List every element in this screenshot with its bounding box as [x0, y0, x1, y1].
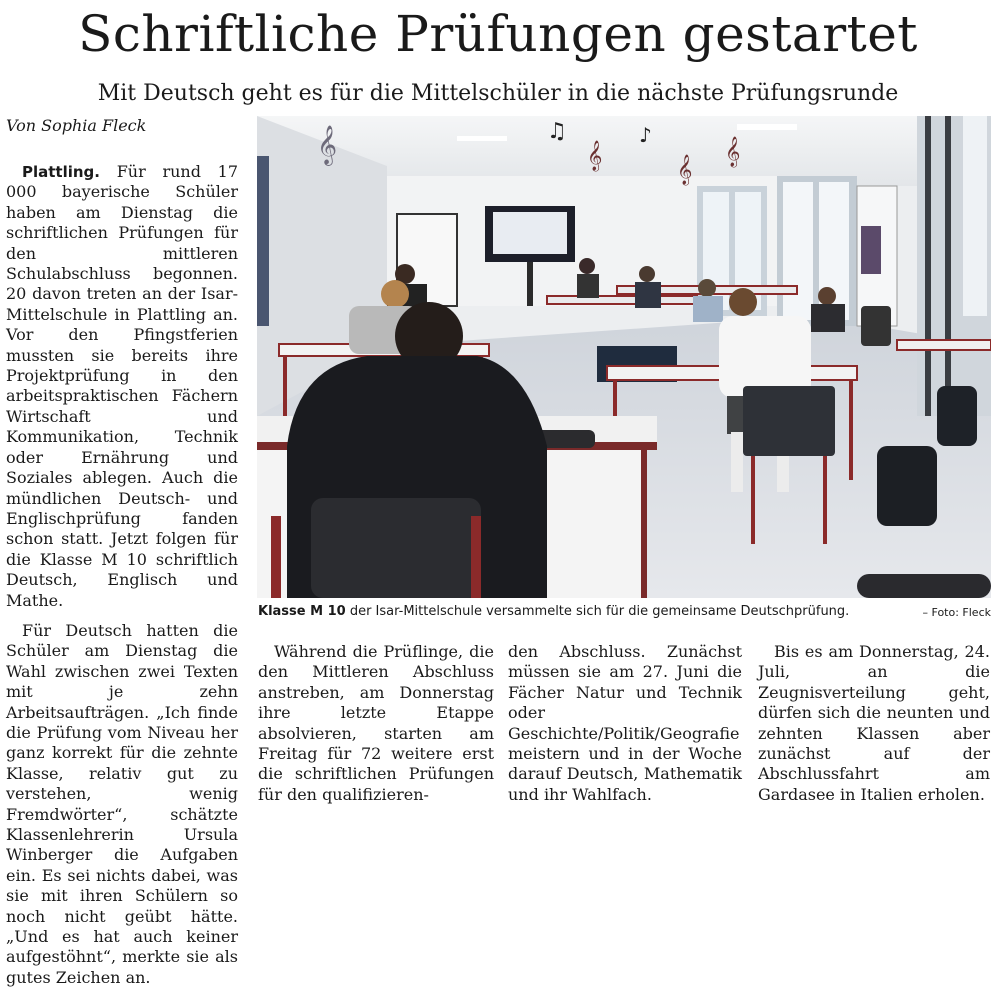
- paragraph-3: Während die Prüflinge, die den Mittleren Abschluss anstreben, am Donnerstag ihre letzte Etappe absolvieren, starten am Freitag für 72 weitere erst die schriftlichen Prüfungen für den qualifizieren-: [258, 642, 494, 804]
- article-column-3: [508, 642, 742, 805]
- svg-text:𝄞: 𝄞: [587, 141, 603, 171]
- byline: Von Sophia Fleck: [6, 116, 147, 135]
- dateline: Plattling.: [22, 163, 100, 181]
- paragraph-4: den Abschluss. Zunächst müssen sie am 27. Juni die Fächer Natur und Technik oder Geschichte/Politik/Geografie meistern und in der Woche darauf Deutsch, Mathematik und ihr Wahlfach.: [508, 642, 742, 804]
- article-column-4: [758, 642, 990, 805]
- svg-text:♫: ♫: [547, 119, 567, 144]
- subheadline: Mit Deutsch geht es für die Mittelschüler in die nächste Prüfungsrunde: [97, 81, 899, 106]
- caption-bold: Klasse M 10: [258, 604, 346, 619]
- paragraph-2: Für Deutsch hatten die Schüler am Dienstag die Wahl zwischen zwei Texten mit je zehn Arbeitsaufträgen. „Ich finde die Prüfung vom Niveau her ganz korrekt für die zehnte Klasse, relativ gut zu verstehen, wenig Fremdwörter“, schätzte Klassenlehrerin Ursula Winberger die Aufgaben ein. Es sei nichts dabei, was sie mit ihren Schülern so noch nicht geübt hätte. „Und es hat auch keiner aufgestöhnt“, merkte sie als gutes Zeichen an.: [6, 620, 238, 987]
- paragraph-1-text: Für rund 17 000 bayerische Schüler haben am Dienstag die schriftlichen Prüfungen für den mittleren Schulabschluss begonnen. 20 davon treten an der Isar-Mittelschule in Plattling an. Vor den Pfingstferien mussten sie bereits ihre Projektprüfung in den arbeitspraktischen Fächern Wirtschaft und Kommunikation, Technik oder Ernährung und Soziales ablegen. Auch die mündlichen Deutsch- und Englischprüfung fanden schon statt. Jetzt folgen für die Klasse M 10 schriftlich Deutsch, Englisch und Mathe.: [6, 162, 238, 610]
- svg-text:𝄞: 𝄞: [677, 155, 693, 185]
- article-column-1: [6, 162, 238, 988]
- paragraph-1: [6, 162, 238, 611]
- paragraph-5: Bis es am Donnerstag, 24. Juli, an die Zeugnisverteilung geht, dürfen sich die neunten und zehnten Klassen aber zunächst auf der Abschlussfahrt am Gardasee in Italien erholen.: [758, 642, 990, 804]
- svg-text:𝄞: 𝄞: [725, 137, 741, 167]
- headline: Schriftliche Prüfungen gestartet: [78, 5, 918, 63]
- classroom-photo: [257, 116, 991, 598]
- photo-credit: – Foto: Fleck: [922, 606, 991, 619]
- svg-text:♪: ♪: [639, 123, 652, 147]
- article-column-2: [258, 642, 494, 805]
- svg-text:𝄞: 𝄞: [317, 125, 338, 165]
- caption-text: der Isar-Mittelschule versammelte sich für die gemeinsame Deutschprüfung.: [345, 604, 850, 619]
- photo-caption: [258, 603, 992, 621]
